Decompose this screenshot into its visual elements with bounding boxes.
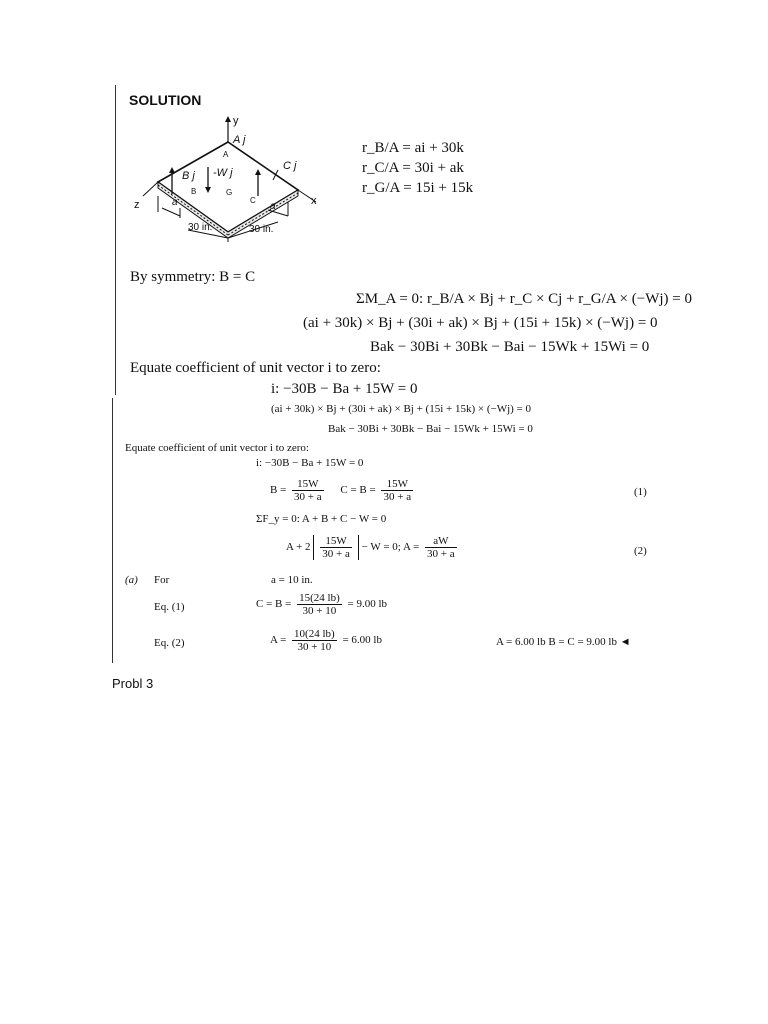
eq2-bracket — [313, 535, 359, 560]
eq1-calc-label: Eq. (1) — [154, 601, 185, 613]
equate-instruction-low: Equate coefficient of unit vector i to zero: — [125, 442, 309, 454]
z-axis-label: z — [134, 199, 140, 211]
eq2-calc-den: 30 + 10 — [297, 641, 332, 654]
eq2-calc-num: 10(24 lb) — [294, 628, 335, 640]
position-vector-c: r_C/A = 30i + ak — [362, 160, 464, 176]
dim-30-left: 30 in. — [188, 222, 213, 233]
y-axis-label: y — [233, 115, 239, 127]
reaction-a-label: A j — [233, 134, 246, 146]
position-vector-b: r_B/A = ai + 30k — [362, 140, 464, 156]
eq1-b-lhs: B = — [270, 484, 287, 497]
eq2-calc-lhs: A = — [270, 634, 287, 647]
position-vector-g: r_G/A = 15i + 15k — [362, 180, 474, 196]
reaction-b-label: B j — [182, 170, 195, 182]
part-a-label: (a) — [125, 574, 138, 586]
eq1-calc-den: 30 + 10 — [302, 605, 337, 618]
reaction-c-label: C j — [283, 160, 297, 172]
eq2-den: 30 + a — [322, 548, 350, 561]
equate-instruction-top: Equate coefficient of unit vector i to zero: — [130, 360, 381, 376]
problem-label: Probl 3 — [112, 676, 154, 691]
eq1-num2: 15W — [381, 478, 413, 491]
final-answer: A = 6.00 lb B = C = 9.00 lb ◄ — [496, 636, 631, 648]
x-axis-label: x — [311, 195, 317, 207]
eq1-calc-result: = 9.00 lb — [347, 598, 387, 611]
eq2-fraction-2 — [425, 535, 457, 560]
equation-1-tag: (1) — [634, 486, 647, 498]
eq1-fraction-1 — [292, 478, 324, 503]
point-a-label: A — [223, 150, 229, 159]
point-c-label: C — [250, 196, 256, 205]
sum-fy-equation: ΣF_y = 0: A + B + C − W = 0 — [256, 513, 387, 525]
eq2-lhs: A + 2 — [286, 541, 311, 554]
dim-a-left: a — [172, 197, 178, 208]
part-a-for: For — [154, 574, 170, 586]
symmetry-statement: By symmetry: B = C — [130, 269, 256, 285]
eq1-calc-num: 15(24 lb) — [299, 592, 340, 604]
equation-1 — [270, 478, 416, 503]
eq2-den2: 30 + a — [427, 548, 455, 561]
eq2-calc-result: = 6.00 lb — [342, 634, 382, 647]
eq1-calc — [256, 592, 387, 617]
margin-rule-top — [115, 85, 116, 395]
eq2-calc-fraction — [292, 628, 337, 653]
eq2-calc-label: Eq. (2) — [154, 637, 185, 649]
eq2-mid: − W = 0; A = — [361, 541, 420, 554]
eq2-calc — [270, 628, 382, 653]
margin-rule-bottom — [112, 398, 113, 663]
eq2-num2: aW — [425, 535, 457, 548]
i-coefficient-equation-top: i: −30B − Ba + 15W = 0 — [271, 381, 418, 397]
eq1-calc-lhs: C = B = — [256, 598, 292, 611]
moment-equation-low-1: (ai + 30k) × Bj + (30i + ak) × Bj + (15i + 15k) × (−Wj) = 0 — [271, 403, 531, 415]
moment-equation-1: ΣM_A = 0: r_B/A × Bj + r_C × Cj + r_G/A × (−Wj) = 0 — [356, 291, 692, 307]
point-g-label: G — [226, 188, 233, 197]
eq1-den1: 30 + a — [294, 491, 322, 504]
eq1-fraction-2 — [381, 478, 413, 503]
moment-equation-3: Bak − 30Bi + 30Bk − Bai − 15Wk + 15Wi = 0 — [370, 339, 650, 355]
eq1-calc-fraction — [297, 592, 342, 617]
weight-label: -W j — [213, 167, 233, 179]
eq1-num1: 15W — [292, 478, 324, 491]
eq1-c-lhs: C = B = — [340, 484, 376, 497]
moment-equation-low-2: Bak − 30Bi + 30Bk − Bai − 15Wk + 15Wi = 0 — [328, 423, 533, 435]
eq1-den2: 30 + a — [383, 491, 412, 504]
dim-30-right: 30 in. — [249, 224, 274, 235]
i-coefficient-equation-low: i: −30B − Ba + 15W = 0 — [256, 457, 364, 469]
solution-heading: SOLUTION — [129, 92, 202, 108]
dim-a-right: a — [270, 201, 276, 212]
part-a-value: a = 10 in. — [271, 574, 313, 586]
eq2-fraction-1 — [320, 535, 352, 560]
point-b-label: B — [191, 187, 197, 196]
equation-2-tag: (2) — [634, 545, 647, 557]
eq2-num: 15W — [320, 535, 352, 548]
moment-equation-2: (ai + 30k) × Bj + (30i + ak) × Bj + (15i + 15k) × (−Wj) = 0 — [303, 315, 658, 331]
equation-2 — [286, 535, 460, 560]
